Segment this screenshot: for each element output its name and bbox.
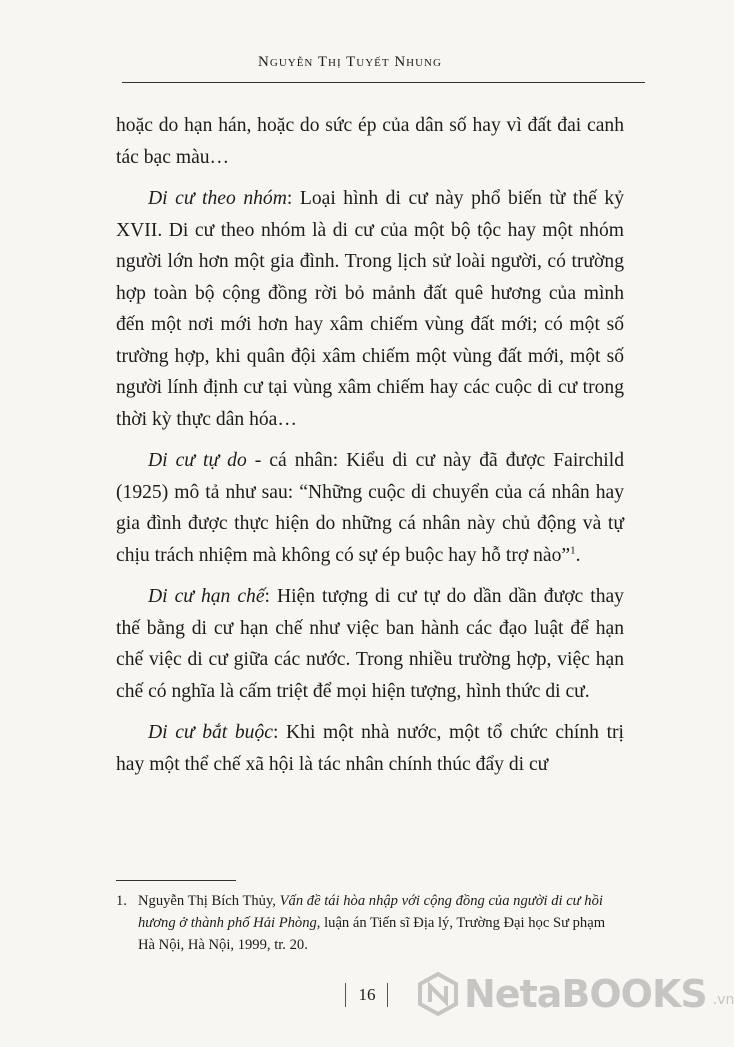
paragraph	[116, 445, 624, 571]
watermark	[418, 972, 734, 1016]
paragraph-text: : Hiện tượng di cư tự do dần dần được thay thế bằng di cư hạn chế như việc ban hành các đạo luật để hạn chế việc di cư giữa các nước. Trong nhiều trường hợp, việc hạn chế có nghĩa là cấm triệt để mọi hiện tượng, hình thức di cư.	[116, 586, 624, 702]
paragraph	[116, 717, 624, 780]
footnote-post: , luận án Tiến sĩ Địa lý, Trường Đại học Sư phạm Hà Nội, Hà Nội, 1999, tr. 20.	[138, 915, 606, 953]
paragraph	[116, 110, 624, 173]
paragraph-tail: .	[575, 544, 581, 566]
paragraph-text: : Loại hình di cư này phổ biến từ thế kỷ XVII. Di cư theo nhóm là di cư của một bộ tộc hay một nhóm người lớn hơn một gia đình. Trong lịch sử loài người, có trường hợp toàn bộ cộng đồng rời bỏ mảnh đất quê hương của mình đến một nơi mới hơn hay xâm chiếm vùng đất mới; có một số trường hợp, khi quân đội xâm chiếm một vùng đất mới, một số người lính định cư tại vùng xâm chiếm hay các cuộc di cư trong thời kỳ thực dân hóa…	[116, 188, 624, 430]
paragraph-text: - cá nhân: Kiểu di cư này đã được Fairchild (1925) mô tả như sau: “Những cuộc di chuyển của cá nhân hay gia đình được thực hiện do những cá nhân này chủ động và tự chịu trách nhiệm mà không có sự ép buộc hay hỗ trợ nào”	[116, 450, 624, 566]
paragraph-lead: Di cư bắt buộc	[148, 722, 273, 743]
footnote-pre: Nguyễn Thị Bích Thủy,	[138, 893, 280, 909]
page-number-bar-right	[387, 983, 388, 1007]
footnote-rule	[116, 880, 236, 881]
footnote-ref[interactable]: 1	[570, 543, 576, 556]
paragraph	[116, 183, 624, 435]
paragraph-text: hoặc do hạn hán, hoặc do sức ép của dân số hay vì đất đai canh tác bạc màu…	[116, 115, 624, 168]
paragraph	[116, 581, 624, 707]
footnote-number: 1.	[116, 893, 127, 909]
footnote-title: Vấn đề tái hòa nhập với cộng đồng của người di cư hồi hương ở thành phố Hải Phòng	[138, 893, 603, 931]
paragraph-lead: Di cư theo nhóm	[148, 188, 287, 209]
netabooks-logo-icon	[418, 972, 458, 1016]
footnote	[116, 890, 624, 956]
running-head: Nguyễn Thị Tuyết Nhung	[258, 54, 442, 70]
watermark-suffix: .vn	[712, 992, 734, 1008]
paragraph-lead: Di cư tự do	[148, 450, 247, 471]
footnote-body	[138, 890, 624, 956]
body-text	[116, 110, 624, 780]
watermark-brand: NetaBOOKS	[464, 972, 707, 1016]
paragraph-text: : Khi một nhà nước, một tổ chức chính trị hay một thể chế xã hội là tác nhân chính thúc đẩy di cư	[116, 722, 624, 775]
paragraph-lead: Di cư hạn chế	[148, 586, 265, 607]
page-number: 16	[358, 985, 376, 1004]
header-rule	[122, 82, 645, 83]
